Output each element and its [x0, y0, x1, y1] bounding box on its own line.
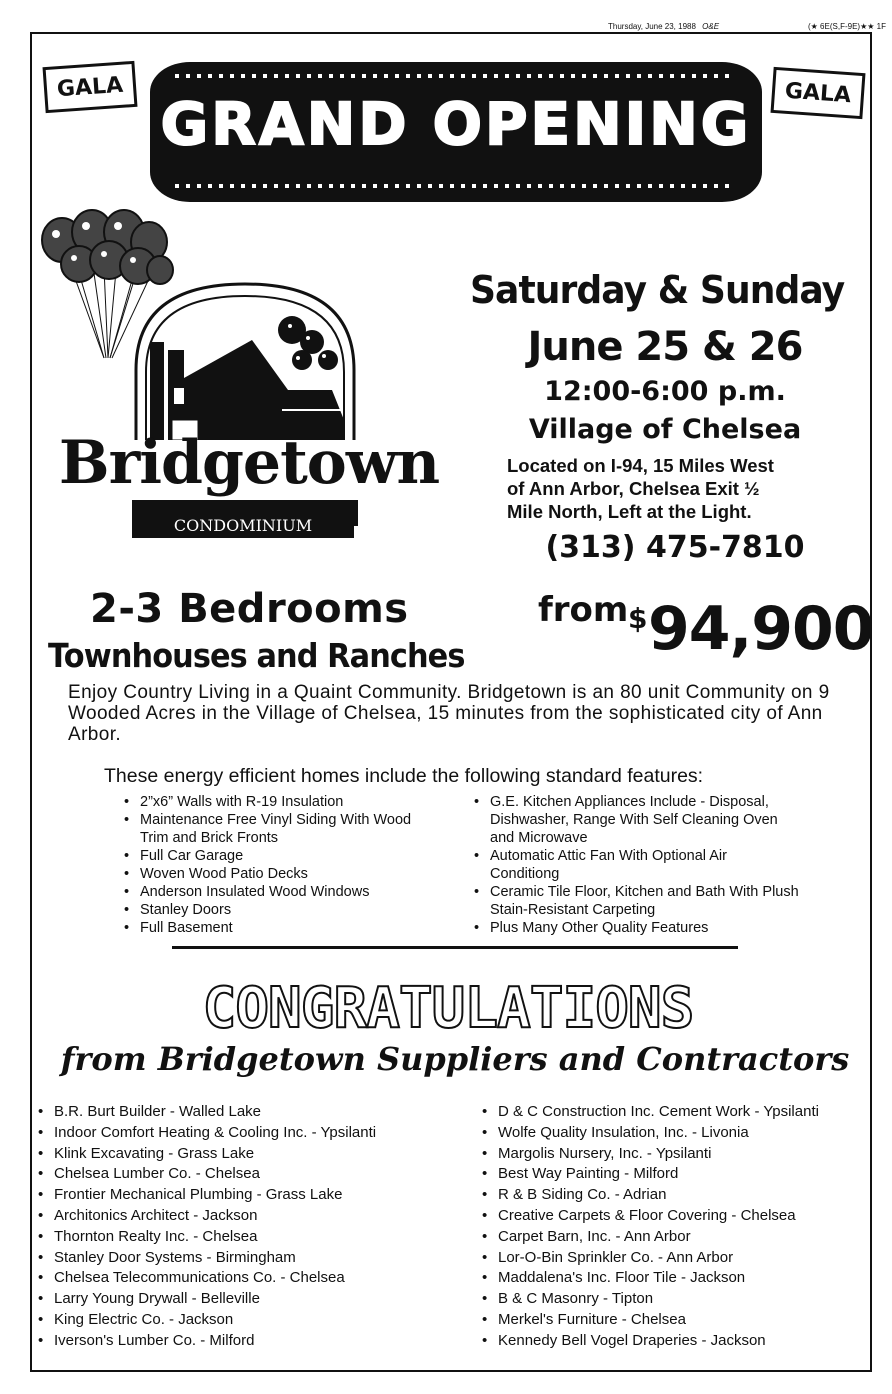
gala-flag-right: GALA [771, 67, 866, 119]
grand-opening-headline: GRAND OPENING [160, 90, 752, 158]
directions-line: of Ann Arbor, Chelsea Exit ½ [507, 478, 760, 499]
event-dates: June 25 & 26 [527, 324, 803, 370]
vendor-item: • Carpet Barn, Inc. - Ann Arbor [480, 1227, 870, 1248]
features-divider [172, 946, 738, 949]
vendor-item: • Kennedy Bell Vogel Draperies - Jackson [480, 1331, 870, 1352]
vendor-item: • Architonics Architect - Jackson [36, 1206, 466, 1227]
feature-item: • Full Basement [120, 919, 440, 937]
vendor-item: • Best Way Painting - Milford [480, 1164, 870, 1185]
section-label: O&E [702, 22, 720, 31]
feature-item: • Stanley Doors [120, 901, 440, 919]
condominium-label: CONDOMINIUM [132, 514, 354, 538]
date-line: Thursday, June 23, 1988 [608, 22, 696, 31]
bedrooms-heading: 2-3 Bedrooms [90, 586, 409, 632]
intro-paragraph: Enjoy Country Living in a Quaint Community. Bridgetown is an 80 unit Community on 9 Wooded Acres in the Village of Chelsea, 15 minutes from the sophisticated city of Ann Arbor. [68, 682, 830, 745]
bridgetown-logo-icon [132, 280, 358, 440]
feature-item: • G.E. Kitchen Appliances Include - Disposal, Dishwasher, Range With Self Cleaning Oven and Microwave [470, 793, 800, 847]
vendor-item: • Creative Carpets & Floor Covering - Chelsea [480, 1206, 870, 1227]
vendor-item: • D & C Construction Inc. Cement Work - Ypsilanti [480, 1102, 870, 1123]
vendor-item: • Klink Excavating - Grass Lake [36, 1144, 466, 1165]
phone-number: (313) 475-7810 [545, 530, 805, 565]
feature-item: • Woven Wood Patio Decks [120, 865, 440, 883]
directions [507, 454, 867, 523]
vendor-item: • Margolis Nursery, Inc. - Ypsilanti [480, 1144, 870, 1165]
vendor-item: • Maddalena's Inc. Floor Tile - Jackson [480, 1268, 870, 1289]
vendors-list-right [480, 1102, 870, 1352]
directions-line: Mile North, Left at the Light. [507, 501, 752, 522]
price-from-label: from [538, 590, 629, 630]
event-days: Saturday & Sunday [470, 268, 845, 312]
vendor-item: • Larry Young Drywall - Belleville [36, 1289, 466, 1310]
vendor-item: • Frontier Mechanical Plumbing - Grass Lake [36, 1185, 466, 1206]
features-list-right [470, 793, 800, 937]
vendor-item: • Merkel's Furniture - Chelsea [480, 1310, 870, 1331]
bridgetown-logo-text: Bridgetown [58, 428, 440, 498]
feature-item: • 2”x6” Walls with R-19 Insulation [120, 793, 440, 811]
directions-line: Located on I-94, 15 Miles West [507, 455, 774, 476]
vendor-item: • B.R. Burt Builder - Walled Lake [36, 1102, 466, 1123]
banner-dots-bottom [175, 184, 735, 188]
banner-dots-top [175, 74, 735, 78]
feature-item: • Anderson Insulated Wood Windows [120, 883, 440, 901]
feature-item: • Maintenance Free Vinyl Siding With Wood Trim and Brick Fronts [120, 811, 440, 847]
edition-code: (★ 6E(S,F-9E)★★ 1F [808, 22, 886, 31]
masthead-date [608, 22, 719, 31]
feature-item: • Automatic Attic Fan With Optional Air Conditiong [470, 847, 800, 883]
vendor-item: • R & B Siding Co. - Adrian [480, 1185, 870, 1206]
features-list-left [120, 793, 440, 937]
vendor-item: • Iverson's Lumber Co. - Milford [36, 1331, 466, 1352]
congratulations-subtitle: from Bridgetown Suppliers and Contractors [60, 1040, 850, 1078]
feature-item: • Plus Many Other Quality Features [470, 919, 800, 937]
feature-item: • Ceramic Tile Floor, Kitchen and Bath With Plush Stain-Resistant Carpeting [470, 883, 800, 919]
vendor-item: • Thornton Realty Inc. - Chelsea [36, 1227, 466, 1248]
price-dollar-sign: $ [628, 602, 648, 635]
vendor-item: • Lor-O-Bin Sprinkler Co. - Ann Arbor [480, 1248, 870, 1269]
gala-flag-left: GALA [43, 61, 138, 113]
vendors-list-left [36, 1102, 466, 1352]
congratulations-title: CONGRATULATIONS [202, 976, 694, 1041]
vendor-item: • Chelsea Telecommunications Co. - Chelsea [36, 1268, 466, 1289]
event-location: Village of Chelsea [528, 414, 802, 445]
vendor-item: • Wolfe Quality Insulation, Inc. - Livonia [480, 1123, 870, 1144]
features-heading: These energy efficient homes include the following standard features: [104, 765, 704, 787]
event-hours: 12:00-6:00 p.m. [544, 376, 786, 407]
vendor-item: • Stanley Door Systems - Birmingham [36, 1248, 466, 1269]
home-types: Townhouses and Ranches [48, 636, 465, 675]
vendor-item: • B & C Masonry - Tipton [480, 1289, 870, 1310]
vendor-item: • Indoor Comfort Heating & Cooling Inc. - Ypsilanti [36, 1123, 466, 1144]
price-value: 94,900 [648, 594, 874, 664]
vendor-item: • Chelsea Lumber Co. - Chelsea [36, 1164, 466, 1185]
vendor-item: • King Electric Co. - Jackson [36, 1310, 466, 1331]
feature-item: • Full Car Garage [120, 847, 440, 865]
